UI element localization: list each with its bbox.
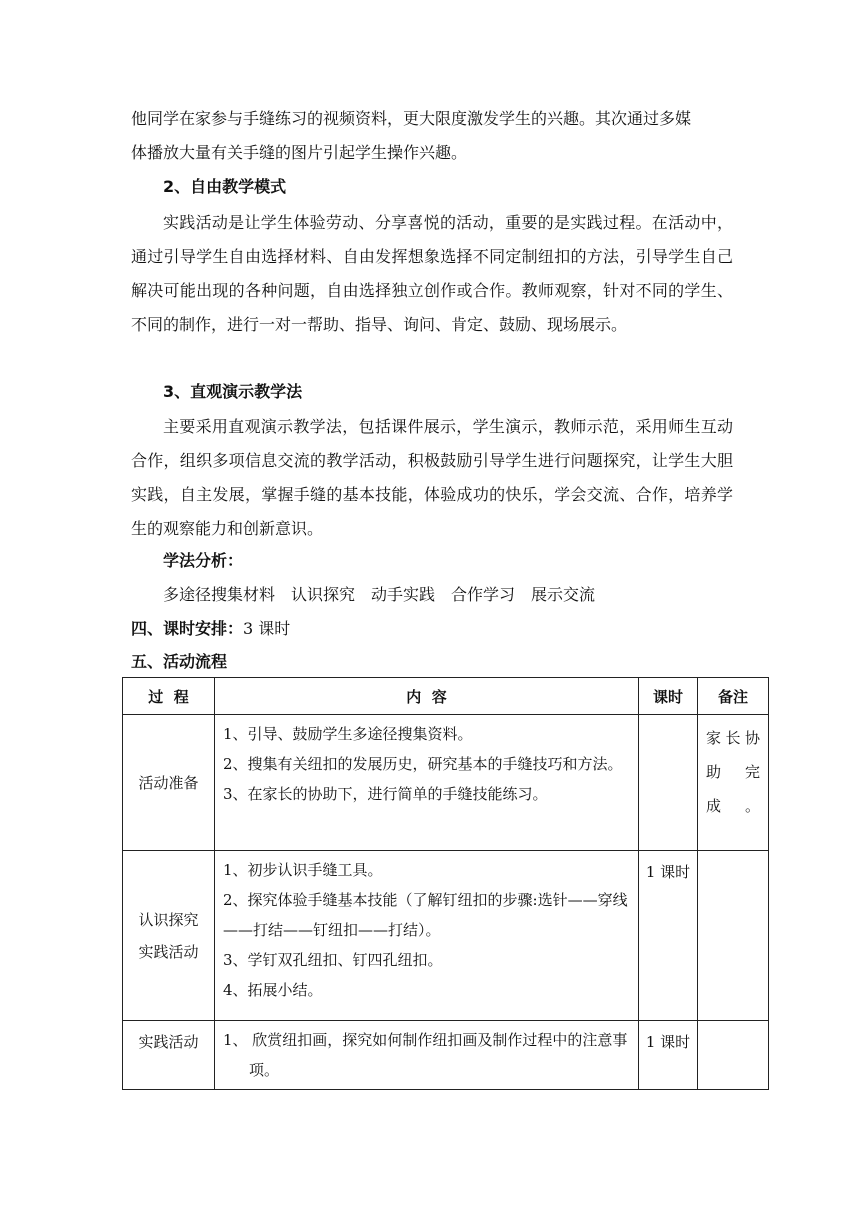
section-class-hours-label: 四、课时安排： [131, 619, 244, 638]
row-hours: 1 课时 [639, 851, 698, 1021]
section-activity-flow: 五、活动流程 [131, 652, 228, 671]
content-item: 4、拓展小结。 [223, 981, 323, 999]
paragraph-demo-teaching-method: 主要采用直观演示教学法，包括课件展示，学生演示，教师示范，采用师生互动合作，组织多项信息交流的教学活动，积极鼓励引导学生进行问题探究，让学生大胆实践，自主发展，掌握手缝的基本技能，体验成功的快乐，学会交流、合作，培养学生的观察能力和创新意识。 [131, 417, 733, 538]
row-content [215, 715, 639, 851]
header-hours: 课时 [639, 678, 698, 715]
row-hours [639, 715, 698, 851]
table-row [123, 715, 769, 851]
paragraph-free-teaching-mode: 实践活动是让学生体验劳动、分享喜悦的活动，重要的是实践过程。在活动中，通过引导学生自由选择材料、自由发挥想象选择不同定制纽扣的方法，引导学生自己解决可能出现的各种问题，自由选择独立创作或合作。教师观察，针对不同的学生、不同的制作，进行一对一帮助、指导、询问、肯定、鼓励、现场展示。 [131, 213, 733, 334]
content-item: 2、探究体验手缝基本技能（了解钉纽扣的步骤:选针——穿线——打结——钉纽扣——打结）。 [223, 891, 628, 939]
heading-demo-teaching-method: 3、直观演示教学法 [163, 382, 303, 401]
study-method-items: 多途径搜集材料 认识探究 动手实践 合作学习 展示交流 [163, 585, 596, 604]
row-stage [123, 851, 215, 1021]
section-class-hours-value: 3 课时 [243, 619, 291, 638]
heading-study-method: 学法分析： [163, 551, 244, 570]
content-item: 1、 欣赏纽扣画，探究如何制作纽扣画及制作过程中的注意事项。 [223, 1031, 628, 1079]
header-notes: 备注 [698, 678, 769, 715]
row-notes: 家长协助完成。 [698, 715, 769, 851]
row-notes [698, 1021, 769, 1090]
content-item: 1、引导、鼓励学生多途径搜集资料。 [223, 725, 473, 743]
stage-label: 认识探究实践活动 [138, 910, 199, 961]
content-item: 1、初步认识手缝工具。 [223, 861, 383, 879]
row-stage [123, 1021, 215, 1090]
row-notes [698, 851, 769, 1021]
heading-free-teaching-mode: 2、自由教学模式 [163, 177, 287, 196]
row-content [215, 851, 639, 1021]
stage-label: 活动准备 [138, 773, 199, 792]
intro-line-2: 体播放大量有关手缝的图片引起学生操作兴趣。 [131, 143, 468, 162]
content-item: 3、在家长的协助下，进行简单的手缝技能练习。 [223, 785, 548, 803]
table-header-row [123, 678, 769, 715]
intro-line-1: 他同学在家参与手缝练习的视频资料，更大限度激发学生的兴趣。其次通过多媒 [131, 109, 692, 128]
row-content [215, 1021, 639, 1090]
content-item: 3、学钉双孔纽扣、钉四孔纽扣。 [223, 951, 443, 969]
header-stage: 过 程 [123, 678, 215, 715]
header-content: 内 容 [215, 678, 639, 715]
table-row [123, 851, 769, 1021]
table-row [123, 1021, 769, 1090]
row-hours: 1 课时 [639, 1021, 698, 1090]
content-item: 2、搜集有关纽扣的发展历史，研究基本的手缝技巧和方法。 [223, 755, 623, 773]
section-class-hours [131, 614, 290, 644]
row-stage [123, 715, 215, 851]
stage-label: 实践活动 [138, 1033, 199, 1051]
activity-flow-table [122, 677, 769, 1090]
